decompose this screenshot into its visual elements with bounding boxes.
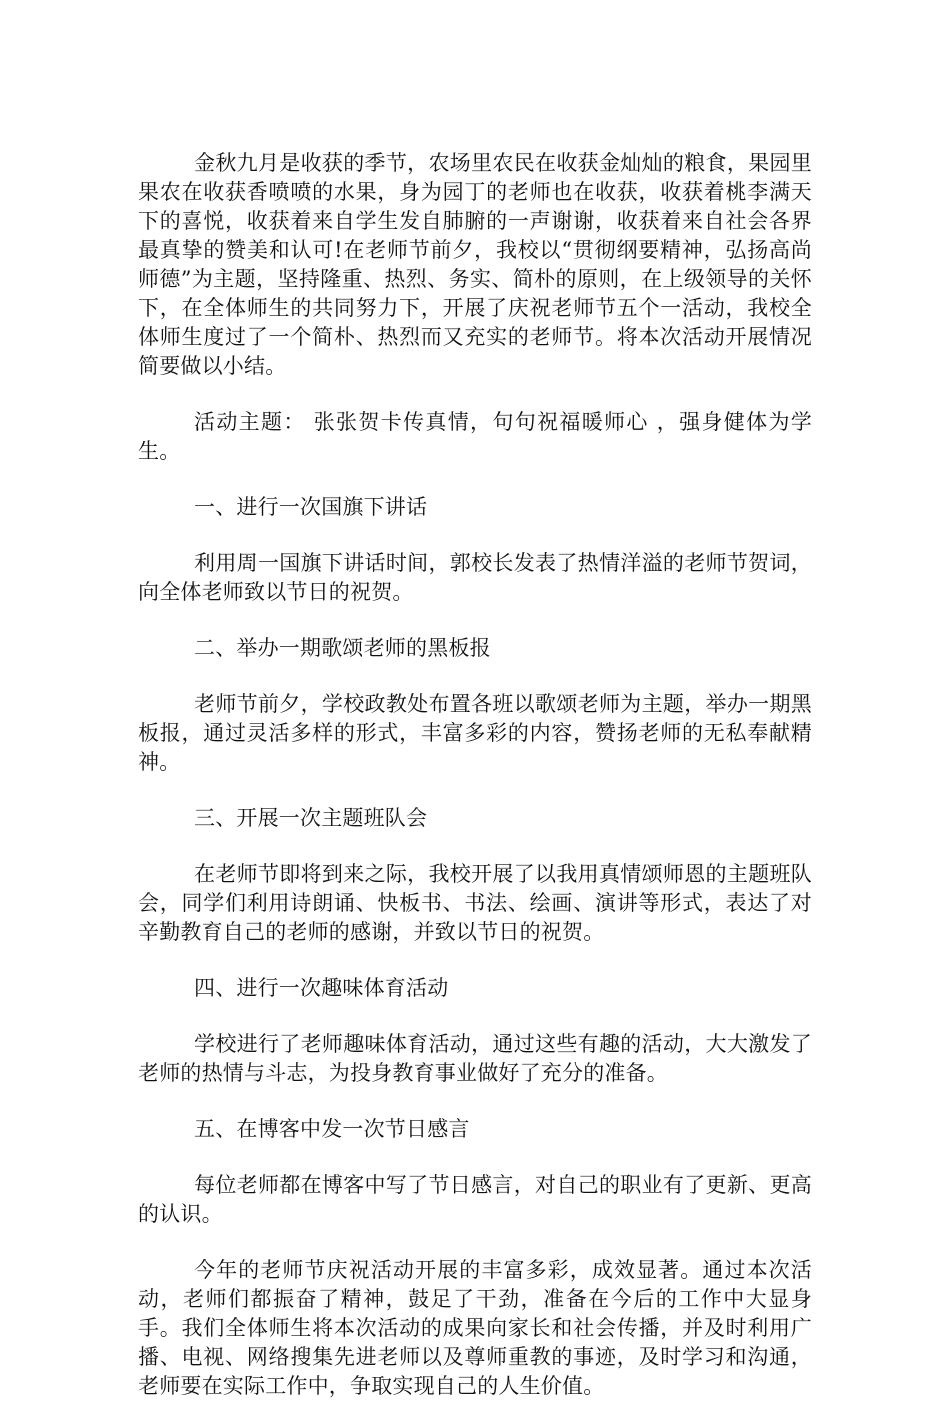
intro-paragraph: 金秋九月是收获的季节，农场里农民在收获金灿灿的粮食，果园里果农在收获香喷喷的水果，身为园丁的老师也在收获，收获着桃李满天下的喜悦，收获着来自学生发自肺腑的一声谢谢，收获着来自社会各界最真挚的赞美和认可!在老师节前夕，我校以“贯彻纲要精神，弘扬高尚师德”为主题，坚持隆重、热烈、务实、简朴的原则，在上级领导的关怀下，在全体师生的共同努力下，开展了庆祝老师节五个一活动，我校全体师生度过了一个简朴、热烈而又充实的老师节。将本次活动开展情况简要做以小结。: [138, 151, 812, 378]
section-paragraph-2: 老师节前夕，学校政教处布置各班以歌颂老师为主题，举办一期黑板报，通过灵活多样的形式，丰富多彩的内容，赞扬老师的无私奉献精神。: [138, 692, 812, 774]
section-heading-4: 四、进行一次趣味体育活动: [194, 976, 449, 1000]
section-heading-1: 一、进行一次国旗下讲话: [194, 495, 428, 519]
section-paragraph-1: 利用周一国旗下讲话时间，郭校长发表了热情洋溢的老师节贺词，向全体老师致以节日的祝贺。: [138, 551, 812, 604]
section-paragraph-5: 每位老师都在博客中写了节日感言，对自己的职业有了更新、更高的认识。: [138, 1173, 812, 1226]
theme-paragraph: 活动主题： 张张贺卡传真情，句句祝福暖师心 ，强身健体为学生。: [138, 410, 812, 463]
section-paragraph-3: 在老师节即将到来之际，我校开展了以我用真情颂师恩的主题班队会，同学们利用诗朗诵、快板书、书法、绘画、演讲等形式，表达了对辛勤教育自己的老师的感谢，并致以节日的祝贺。: [138, 862, 812, 944]
conclusion-paragraph: 今年的老师节庆祝活动开展的丰富多彩，成效显著。通过本次活动，老师们都振奋了精神，鼓足了干劲，准备在今后的工作中大显身手。我们全体师生将本次活动的成果向家长和社会传播，并及时利用广播、电视、网络搜集先进老师以及尊师重教的事迹，及时学习和沟通，老师要在实际工作中，争取实现自己的人生价值。: [138, 1258, 812, 1398]
section-heading-5: 五、在博客中发一次节日感言: [194, 1117, 470, 1141]
section-paragraph-4: 学校进行了老师趣味体育活动，通过这些有趣的活动，大大激发了老师的热情与斗志，为投身教育事业做好了充分的准备。: [138, 1032, 812, 1085]
document-body: [138, 149, 812, 1428]
section-heading-2: 二、举办一期歌颂老师的黑板报: [194, 636, 491, 660]
section-heading-3: 三、开展一次主题班队会: [194, 806, 428, 830]
